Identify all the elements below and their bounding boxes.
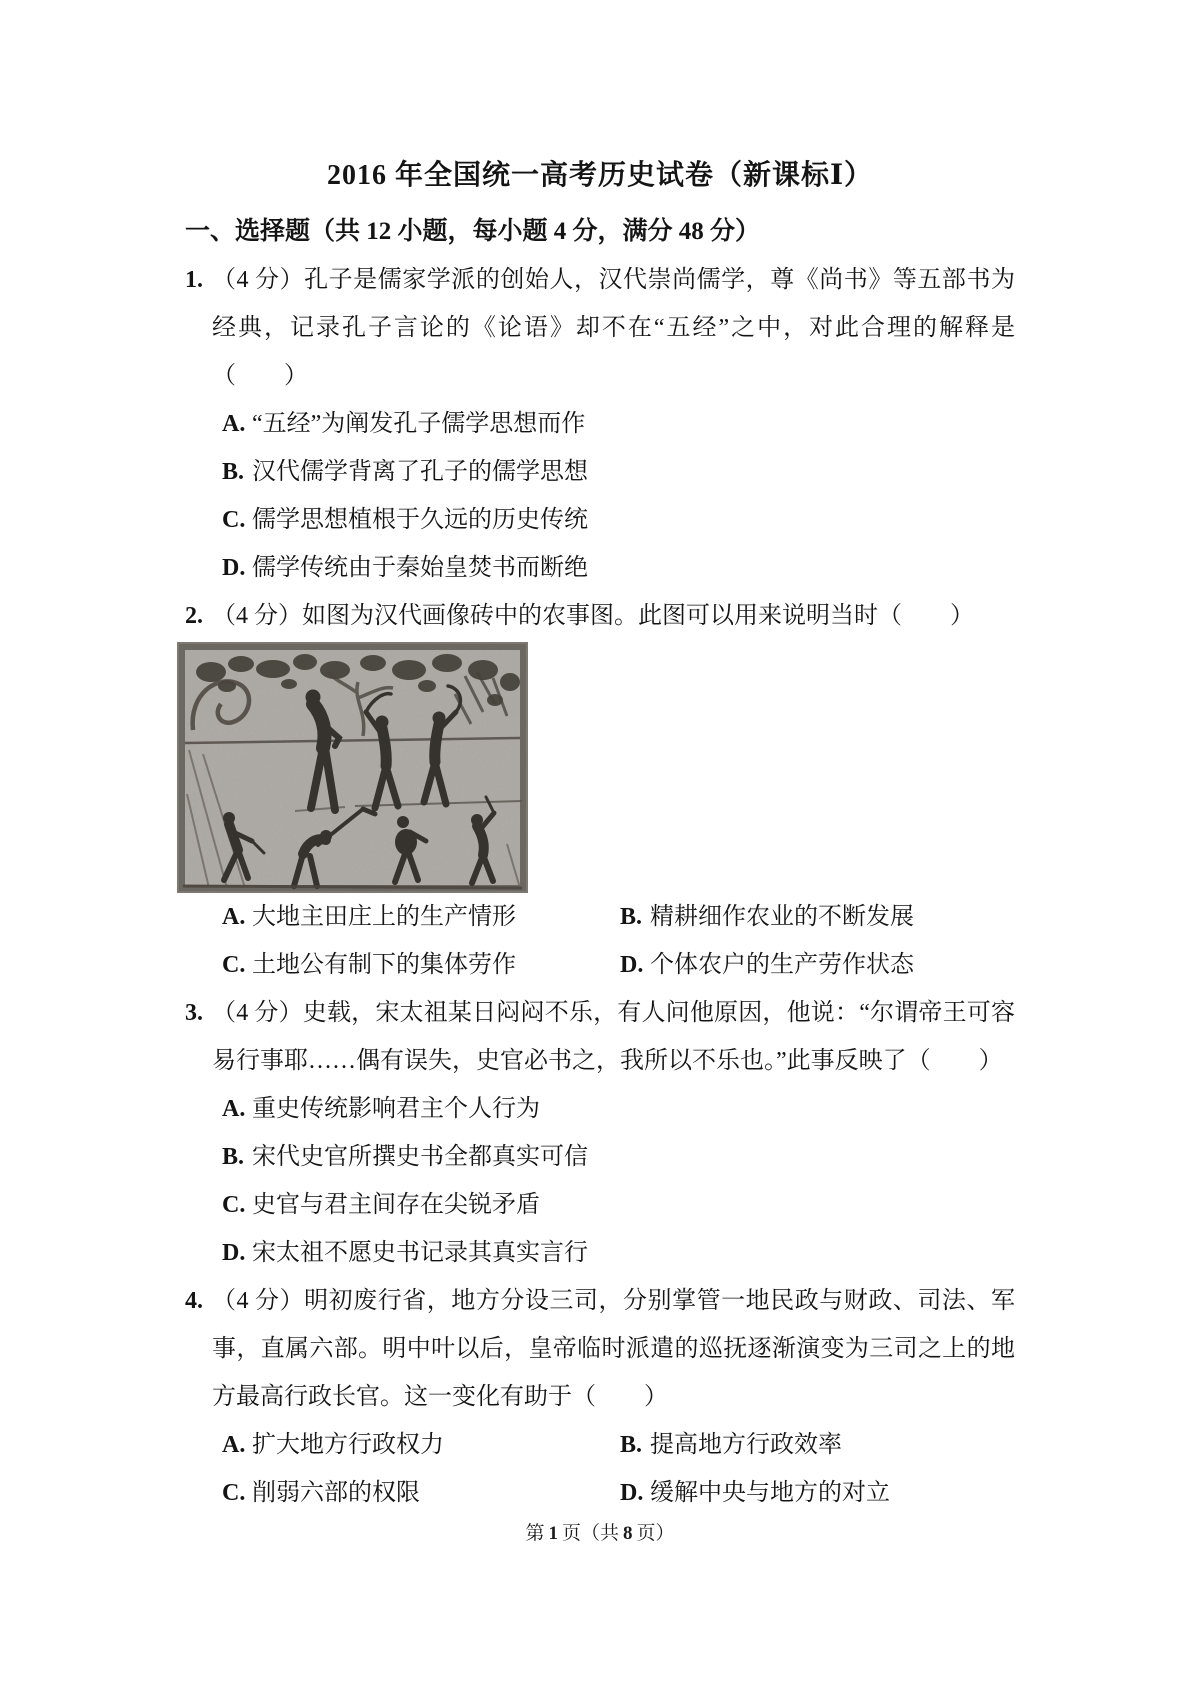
option-label: D. (620, 952, 644, 978)
option-label: C. (222, 1480, 246, 1506)
option-text: “五经”为阐发孔子儒学思想而作 (252, 411, 586, 437)
question-3-option-c (222, 1181, 1015, 1229)
option-text: 土地公有制下的集体劳作 (252, 952, 516, 978)
question-1-option-d (222, 544, 1015, 592)
option-label: D. (620, 1480, 644, 1506)
option-label: C. (222, 1192, 246, 1218)
question-4-options (212, 1421, 1015, 1517)
question-2-option-d (620, 941, 914, 989)
option-text: 精耕细作农业的不断发展 (650, 904, 914, 930)
question-1 (185, 256, 1015, 592)
question-4-option-c (222, 1469, 620, 1517)
question-3-option-a (222, 1085, 1015, 1133)
han-farming-relief-image (177, 642, 528, 893)
question-2-option-b (620, 893, 914, 941)
option-text: 缓解中央与地方的对立 (650, 1480, 890, 1506)
question-4 (185, 1277, 1015, 1517)
option-label: B. (222, 459, 245, 485)
option-label: A. (222, 1432, 246, 1458)
question-1-option-c (222, 496, 1015, 544)
option-label: A. (222, 411, 246, 437)
option-text: 重史传统影响君主个人行为 (252, 1096, 540, 1122)
footer-text: 页（共 (561, 1523, 619, 1544)
question-3-option-d (222, 1229, 1015, 1277)
question-2 (185, 592, 1015, 989)
option-text: 扩大地方行政权力 (252, 1432, 444, 1458)
question-2-option-a (222, 893, 620, 941)
section-heading: 一、选择题（共 12 小题，每小题 4 分，满分 48 分） (185, 218, 761, 245)
question-2-figure (177, 642, 1015, 893)
option-label: A. (222, 1096, 246, 1122)
option-text: 个体农户的生产劳作状态 (650, 952, 914, 978)
option-label: D. (222, 1240, 246, 1266)
question-2-stem: （4 分）如图为汉代画像砖中的农事图。此图可以用来说明当时（ ） (212, 603, 974, 629)
question-4-stem: （4 分）明初废行省，地方分设三司，分别掌管一地民政与财政、司法、军事，直属六部。明中叶以后，皇帝临时派遣的巡抚逐渐演变为三司之上的地方最高行政长官。这一变化有助于（ ） (212, 1288, 1015, 1410)
question-3 (185, 989, 1015, 1277)
question-1-option-a (222, 400, 1015, 448)
option-text: 史官与君主间存在尖锐矛盾 (252, 1192, 540, 1218)
question-1-stem: （4 分）孔子是儒家学派的创始人，汉代崇尚儒学，尊《尚书》等五部书为经典，记录孔子言论的《论语》却不在“五经”之中，对此合理的解释是（ ） (212, 267, 1015, 389)
question-2-options (212, 893, 1015, 989)
option-text: 削弱六部的权限 (252, 1480, 420, 1506)
question-1-number: 1. (185, 267, 203, 293)
footer-page-number: 1 (548, 1523, 558, 1544)
question-4-number: 4. (185, 1288, 203, 1314)
question-1-options (212, 400, 1015, 592)
footer-text: 页） (636, 1523, 675, 1544)
option-text: 宋太祖不愿史书记录其真实言行 (252, 1240, 588, 1266)
question-2-number: 2. (185, 603, 203, 629)
question-3-options (212, 1085, 1015, 1277)
option-label: A. (222, 904, 246, 930)
footer-text: 第 (525, 1523, 545, 1544)
question-1-option-b (222, 448, 1015, 496)
page-footer (185, 1517, 1015, 1551)
question-4-option-a (222, 1421, 620, 1469)
option-text: 儒学思想植根于久远的历史传统 (252, 507, 588, 533)
page-title: 2016 年全国统一高考历史试卷（新课标Ⅰ） (326, 160, 874, 191)
option-label: B. (620, 1432, 643, 1458)
option-text: 提高地方行政效率 (650, 1432, 842, 1458)
option-text: 汉代儒学背离了孔子的儒学思想 (252, 459, 588, 485)
question-2-option-c (222, 941, 620, 989)
question-3-number: 3. (185, 1000, 203, 1026)
question-4-option-b (620, 1421, 842, 1469)
option-label: D. (222, 555, 246, 581)
option-text: 儒学传统由于秦始皇焚书而断绝 (252, 555, 588, 581)
option-label: C. (222, 507, 246, 533)
question-4-option-d (620, 1469, 890, 1517)
footer-total-pages: 8 (623, 1523, 633, 1544)
option-label: B. (620, 904, 643, 930)
option-label: B. (222, 1144, 245, 1170)
question-3-stem: （4 分）史载，宋太祖某日闷闷不乐，有人问他原因，他说：“尔谓帝王可容易行事耶……偶有误失，史官必书之，我所以不乐也。”此事反映了（ ） (212, 1000, 1015, 1074)
option-text: 大地主田庄上的生产情形 (252, 904, 516, 930)
option-text: 宋代史官所撰史书全都真实可信 (252, 1144, 588, 1170)
option-label: C. (222, 952, 246, 978)
question-3-option-b (222, 1133, 1015, 1181)
